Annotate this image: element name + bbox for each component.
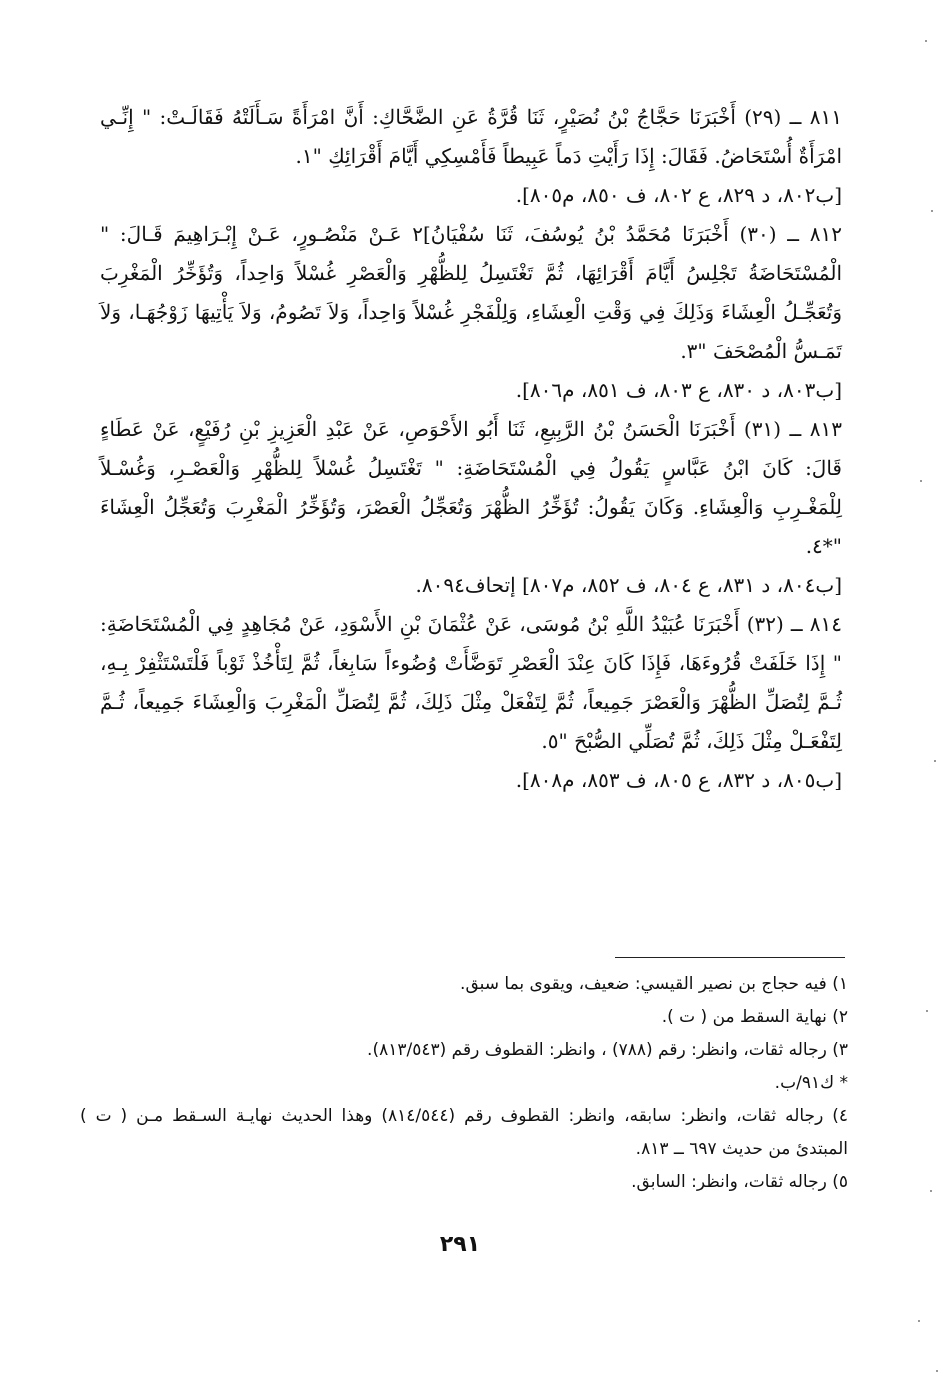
hadith-811: ٨١١ ــ (٢٩) أَخْبَرَنَا حَجَّاجُ بْنُ نُصَيْرٍ، ثَنَا قُرَّةُ عَنِ الضَّحَّاكِ: أَنَّ امْرَأَةً سَـأَلَتْهُ فَقَالَـتْ: " إِنِّـي امْرَأَةٌ أُسْتَحَاضُ. فَقَالَ: إِذَا رَأَيْتِ دَماً عَبِيطاً فَأَمْسِكِي أَيَّامَ أَقْرَائِكِ "١. [100,105,842,168]
footnote-4: ٤) رجاله ثقات، وانظر: سابقه، وانظر: القطوف رقم (٨١٤/٥٤٤) وهذا الحديث نهايـة السـقط مـن ( ت ) المبتدئ من حديث ٦٩٧ ــ ٨١٣. [80,1106,849,1159]
hadith-813: ٨١٣ ــ (٣١) أَخْبَرَنَا الْحَسَنُ بْنُ الرَّبِيعِ، ثَنَا أَبُو الأَحْوَصِ، عَنْ عَبْدِ الْعَزِيزِ بْنِ رُفَيْعٍ، عَنْ عَطَاءٍ قَالَ: كَانَ ابْنُ عَبَّاسٍ يَقُولُ فِي الْمُسْتَحَاضَةِ: " تَغْتَسِلُ غُسْلاً لِلظُّهْرِ وَالْعَصْـرِ، وَغُسْـلاً لِلْمَغْـرِبِ وَالْعِشَاءِ. وَكَانَ يَقُولُ: تُؤَخِّرُ الظُّهْرَ وَتُعَجِّلُ الْعَصْرَ، وَتُؤَخِّرُ الْمَغْرِبَ وَتُعَجِّلُ الْعِشَاءَ "*٤. [100,417,842,558]
footnotes [80,968,848,1199]
page-number: ٢٩١ [439,1232,481,1257]
hadith-811-reference: [ب٨٠٢، د ٨٢٩، ع ٨٠٢، ف ٨٥٠، م٨٠٥]. [515,183,842,207]
footnote-2: ٢) نهاية السقط من ( ت ). [661,1007,848,1027]
footnote-1: ١) فيه حجاج بن نصير القيسي: ضعيف، ويقوى بما سبق. [460,974,848,994]
hadith-813-reference: [ب٨٠٤، د ٨٣١، ع ٨٠٤، ف ٨٥٢، م٨٠٧] إتحاف٨٠٩٤. [415,573,842,597]
footnote-separator [615,957,845,958]
hadith-812: ٨١٢ ــ (٣٠) أَخْبَرَنَا مُحَمَّدُ بْنُ يُوسُفَ، ثَنَا سُفْيَانُ]٢ عَـنْ مَنْصُـورٍ، عَـنْ إِبْـرَاهِيمَ قَـالَ: " الْمُسْتَحَاضَةُ تَجْلِسُ أَيَّامَ أَقْرَائِهَا، ثُمَّ تَغْتَسِلُ لِلظُّهْرِ وَالْعَصْرِ غُسْلاً وَاحِداً، وَتُؤَخِّرُ الْمَغْرِبَ وَتُعَجِّـلُ الْعِشَاءَ وَذَلِكَ فِي وَقْتِ الْعِشَاءِ، وَلِلْفَجْرِ غُسْلاً وَاحِداً، وَلاَ تَصُومُ، وَلاَ يَأْتِيهَا زَوْجُهَـا، وَلاَ تَمَـسُّ الْمُصْحَفَ "٣. [100,222,842,363]
footnote-star: * ك٩١/ب. [774,1073,848,1093]
hadith-814: ٨١٤ ــ (٣٢) أَخْبَرَنَا عُبَيْدُ اللَّهِ بْنُ مُوسَى، عَنْ عُثْمَانَ بْنِ الأَسْوَدِ، عَنْ مُجَاهِدٍ فِي الْمُسْتَحَاضَةِ: " إِذَا خَلَفَتْ قُرُوءَهَا، فَإِذَا كَانَ عِنْدَ الْعَصْرِ تَوَضَّأَتْ وُضُوءاً سَابِغاً، ثُمَّ لِتَأْخُذْ ثَوْباً فَلْتَسْتَثْفِرْ بِـهِ، ثُـمَّ لِتُصَلِّ الظُّهْرَ وَالْعَصْرَ جَمِيعاً، ثُمَّ لِتَفْعَلْ مِثْلَ ذَلِكَ، ثُمَّ لِتُصَلِّ الْمَغْرِبَ وَالْعِشَاءَ جَمِيعاً، ثُـمَّ لِتَفْعَـلْ مِثْلَ ذَلِكَ، ثُمَّ تُصَلِّي الصُّبْحَ "٥. [100,612,842,753]
footnote-5: ٥) رجاله ثقات، وانظر: السابق. [631,1172,848,1192]
main-text [100,98,842,800]
hadith-814-reference: [ب٨٠٥، د ٨٣٢، ع ٨٠٥، ف ٨٥٣، م٨٠٨]. [515,768,842,792]
hadith-812-reference: [ب٨٠٣، د ٨٣٠، ع ٨٠٣، ف ٨٥١، م٨٠٦]. [515,378,842,402]
footnote-3: ٣) رجاله ثقات، وانظر: رقم (٧٨٨) ، وانظر: القطوف رقم (٨١٣/٥٤٣). [367,1040,848,1060]
